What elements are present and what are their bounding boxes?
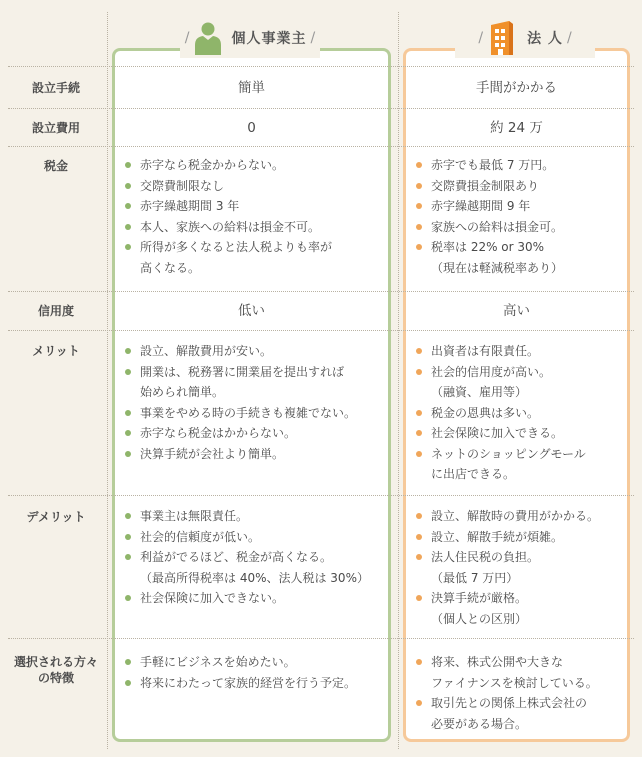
row-divider <box>8 330 634 331</box>
bullet-list <box>411 652 633 734</box>
list-item-text: 所得が多くなると法人税よりも率が 高くなる。 <box>140 240 333 275</box>
row-label-demerit: デメリット <box>26 510 86 524</box>
list-item <box>120 196 388 217</box>
bullet-list <box>120 155 388 278</box>
list-item-text: 赤字繰越期間 9 年 <box>431 199 531 213</box>
list-item <box>120 506 388 527</box>
list-item-text: 事業をやめる時の手続きも複雑でない。 <box>140 405 357 420</box>
list-item-text: 開業は、税務署に開業届を提出すれば 始められ簡単。 <box>140 364 345 399</box>
setup-corp-value: 手間がかかる <box>476 80 557 96</box>
list-item <box>120 155 388 176</box>
bullet-icon <box>416 595 422 601</box>
bullet-icon <box>125 534 131 540</box>
bullet-icon <box>125 348 131 354</box>
list-item <box>411 652 633 693</box>
list-item-text: 赤字繰越期間 3 年 <box>140 199 240 213</box>
row-divider <box>8 638 634 639</box>
list-item-text: 取引先との関係上株式会社の 必要がある場合。 <box>431 696 588 731</box>
bullet-list <box>411 155 633 278</box>
bullet-icon <box>416 410 422 416</box>
list-item <box>411 196 633 217</box>
sole-proprietor-title: 個人事業主 <box>231 31 307 47</box>
bullet-icon <box>125 595 131 601</box>
bullet-list <box>411 341 633 485</box>
list-item-text: 赤字でも最低 7 万円。 <box>431 158 555 172</box>
list-item <box>120 588 388 609</box>
bullet-icon <box>416 244 422 250</box>
bullet-icon <box>416 534 422 540</box>
bullet-icon <box>125 224 131 230</box>
list-item-text: 交際費制限なし <box>140 178 225 193</box>
list-item <box>120 444 388 465</box>
list-item <box>120 673 388 694</box>
list-item-text: 税率は 22% or 30% （現在は軽減税率あり） <box>431 240 564 275</box>
bullet-icon <box>125 162 131 168</box>
merit-corp-list <box>411 341 633 485</box>
demerit-sole-list <box>120 506 388 609</box>
list-item-text: 家族への給料は損金可。 <box>431 219 564 234</box>
list-item-text: 将来、株式公開や大きな ファイナンスを検討している。 <box>431 655 598 690</box>
row-label-features: 選択される方々 の特徴 <box>13 655 98 685</box>
list-item-text: 事業主は無限責任。 <box>140 509 249 523</box>
bullet-icon <box>416 513 422 519</box>
bullet-list <box>120 506 388 609</box>
list-item <box>120 423 388 444</box>
list-item-text: 赤字なら税金かからない。 <box>140 158 285 172</box>
list-item <box>120 547 388 588</box>
credit-corp-value: 高い <box>503 303 530 319</box>
bullet-icon <box>125 680 131 686</box>
tax-sole-list <box>120 155 388 278</box>
list-item-text: 税金の恩典は多い。 <box>431 405 540 420</box>
demerit-corp-list <box>411 506 633 629</box>
list-item <box>411 176 633 197</box>
list-item <box>411 693 633 734</box>
bullet-icon <box>416 183 422 189</box>
list-item <box>411 217 633 238</box>
list-item <box>411 237 633 278</box>
list-item <box>411 506 633 527</box>
bullet-list <box>120 341 388 464</box>
list-item-text: 法人住民税の負担。 （最低 7 万円） <box>431 550 540 585</box>
list-item-text: 利益がでるほど、税金が高くなる。 （最高所得税率は 40%、法人税は 30%） <box>140 550 369 585</box>
list-item <box>120 176 388 197</box>
list-item <box>411 588 633 629</box>
bullet-icon <box>125 369 131 375</box>
list-item-text: 手軽にビジネスを始めたい。 <box>140 655 296 669</box>
list-item <box>411 527 633 548</box>
list-item <box>411 155 633 176</box>
cost-sole-value: 0 <box>247 120 256 136</box>
credit-sole-value: 低い <box>238 303 265 319</box>
list-item <box>120 237 388 278</box>
features-corp-list <box>411 652 633 734</box>
bullet-icon <box>125 203 131 209</box>
setup-sole-value: 簡単 <box>238 80 265 96</box>
list-item-text: 社会的信用度が高い。 （融資、雇用等） <box>431 364 552 399</box>
row-divider <box>8 146 634 147</box>
row-label-cost: 設立費用 <box>31 121 80 135</box>
list-item <box>120 362 388 403</box>
row-divider <box>8 495 634 496</box>
building-icon <box>487 19 517 57</box>
list-item-text: 交際費損金制限あり <box>431 178 540 193</box>
bullet-icon <box>416 554 422 560</box>
row-label-setup: 設立手続 <box>31 81 80 95</box>
list-item <box>411 341 633 362</box>
list-item <box>120 527 388 548</box>
merit-sole-list <box>120 341 388 464</box>
bullet-icon <box>125 659 131 665</box>
corporation-header: / 法 人 / <box>455 18 595 58</box>
bullet-icon <box>416 700 422 706</box>
list-item <box>411 423 633 444</box>
list-item <box>120 341 388 362</box>
sole-proprietor-header: / 個人事業主 / <box>180 18 320 58</box>
bullet-list <box>120 652 388 693</box>
list-item-text: 赤字なら税金はかからない。 <box>140 426 297 440</box>
list-item-text: 設立、解散費用が安い。 <box>140 344 273 358</box>
row-divider <box>8 66 634 67</box>
list-item-text: 設立、解散手続が煩雑。 <box>431 529 564 544</box>
list-item-text: 決算手続が会社より簡単。 <box>140 446 285 461</box>
cost-corp-value: 約 24 万 <box>490 120 543 136</box>
list-item <box>120 217 388 238</box>
bullet-list <box>411 506 633 629</box>
list-item <box>411 362 633 403</box>
list-item <box>120 403 388 424</box>
list-item <box>120 652 388 673</box>
list-item-text: 社会保険に加入できる。 <box>431 426 564 440</box>
list-item <box>411 547 633 588</box>
list-item-text: 将来にわたって家族的経営を行う予定。 <box>140 675 357 690</box>
bullet-icon <box>125 451 131 457</box>
person-icon <box>194 21 222 55</box>
features-sole-list <box>120 652 388 693</box>
tax-corp-list <box>411 155 633 278</box>
list-item-text: 出資者は有限責任。 <box>431 344 540 358</box>
bullet-icon <box>125 410 131 416</box>
bullet-icon <box>416 451 422 457</box>
bullet-icon <box>416 162 422 168</box>
bullet-icon <box>416 224 422 230</box>
list-item-text: ネットのショッピングモール に出店できる。 <box>431 446 586 481</box>
bullet-icon <box>125 513 131 519</box>
list-item-text: 社会保険に加入できない。 <box>140 591 285 605</box>
bullet-icon <box>125 183 131 189</box>
list-item <box>411 403 633 424</box>
corporation-title: 法 人 <box>527 31 563 47</box>
row-label-credit: 信用度 <box>37 304 74 318</box>
bullet-icon <box>125 244 131 250</box>
row-divider <box>8 108 634 109</box>
row-label-tax: 税金 <box>43 159 68 173</box>
list-item-text: 本人、家族への給料は損金不可。 <box>140 219 321 234</box>
bullet-icon <box>416 369 422 375</box>
bullet-icon <box>416 203 422 209</box>
list-item <box>411 444 633 485</box>
row-label-merit: メリット <box>32 344 80 358</box>
list-item-text: 決算手続が厳格。 （個人との区別） <box>431 591 528 626</box>
bullet-icon <box>125 554 131 560</box>
bullet-icon <box>416 348 422 354</box>
bullet-icon <box>416 659 422 665</box>
bullet-icon <box>125 430 131 436</box>
row-divider <box>8 291 634 292</box>
list-item-text: 社会的信頼度が低い。 <box>140 529 261 544</box>
bullet-icon <box>416 430 422 436</box>
list-item-text: 設立、解散時の費用がかかる。 <box>431 509 600 523</box>
